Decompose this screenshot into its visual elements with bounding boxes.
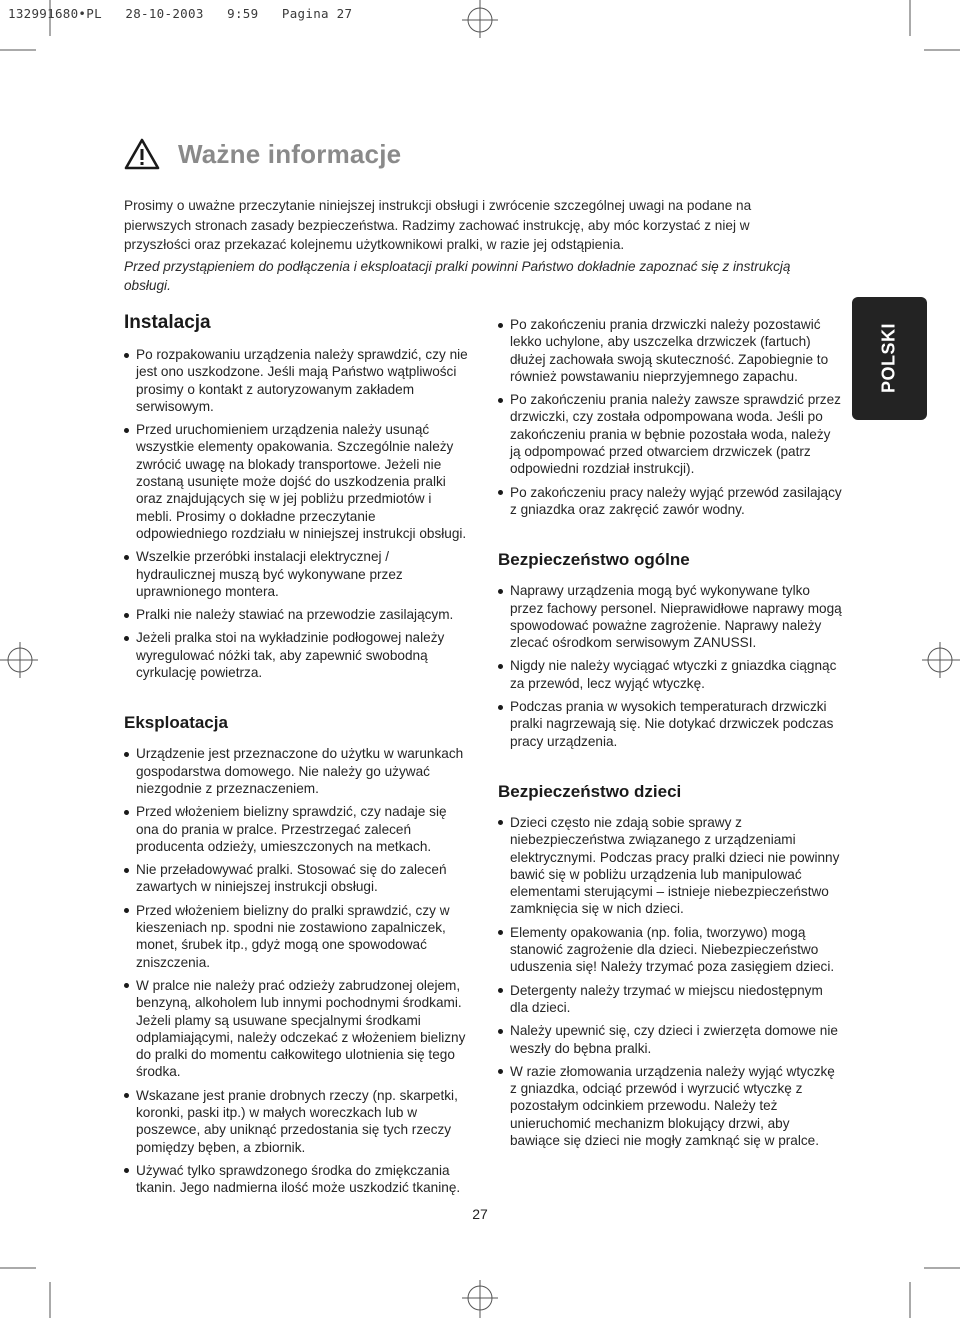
list-item: Po zakończeniu prania należy zawsze sprawdzić przez drzwiczki, czy została odpompowana woda. Jeśli po zakończeniu prania w bębnie pozostała woda, należy ją odpompować przed otwarciem drzwiczek (patrz odpowiedni rozdział instrukcji).	[498, 391, 842, 477]
section-heading-bezpieczenstwo-dzieci: Bezpieczeństwo dzieci	[498, 781, 682, 801]
title-row	[124, 134, 401, 174]
list-item: Przed włożeniem bielizny sprawdzić, czy nadaje się ona do prania w pralce. Przestrzegać zaleceń producenta odzieży, umieszczonych na metkach.	[124, 803, 468, 855]
list-item: Nie przeładowywać pralki. Stosować się do zaleceń zawartych w niniejszej instrukcji obsługi.	[124, 861, 468, 896]
right-column	[498, 316, 842, 1155]
intro-text	[124, 196, 814, 296]
list-item: Elementy opakowania (np. folia, tworzywo) mogą stanowić zagrożenie dla dzieci. Niebezpieczeństwo uduszenia się! Należy trzymać poza zasięgiem dzieci.	[498, 924, 842, 976]
list-item: Należy upewnić się, czy dzieci i zwierzęta domowe nie weszły do bębna pralki.	[498, 1022, 842, 1057]
section-heading-bezpieczenstwo-ogolne: Bezpieczeństwo ogólne	[498, 550, 690, 570]
eksploatacja-list	[124, 745, 468, 1196]
list-item: Pralki nie należy stawiać na przewodzie zasilającym.	[124, 606, 468, 623]
list-item: Po zakończeniu pracy należy wyjąć przewód zasilający z gniazdka oraz zakręcić zawór wodny.	[498, 484, 842, 519]
list-item: Po rozpakowaniu urządzenia należy sprawdzić, czy nie jest ono uszkodzone. Jeśli mają Państwo wątpliwości prosimy o kontakt z autoryzowanym zakładem serwisowym.	[124, 346, 468, 415]
intro-paragraph: Prosimy o uważne przeczytanie niniejszej instrukcji obsługi i zwrócenie szczególnej uwagi na podane na pierwszych stronach zasady bezpieczeństwa. Radzimy zachować instrukcję, aby móc korzystać z niej w przyszłości oraz przekazać kolejnemu użytkownikowi pralki, w razie jej odstąpienia.	[124, 198, 752, 253]
page-title: Ważne informacje	[178, 138, 402, 169]
list-item: Naprawy urządzenia mogą być wykonywane tylko przez fachowy personel. Nieprawidłowe naprawy mogą spowodować poważne zagrożenie. Naprawy należy zlecać ośrodkom serwisowym ZANUSSI.	[498, 582, 842, 651]
print-slug: 132991680•PL 28-10-2003 9:59 Pagina 27	[8, 6, 353, 21]
list-item: Używać tylko sprawdzonego środka do zmiękczania tkanin. Jego nadmierna ilość może uszkodzić tkaninę.	[124, 1162, 468, 1197]
left-column	[124, 312, 468, 1202]
list-item: Jeżeli pralka stoi na wykładzinie podłogowej należy wyregulować nóżki tak, aby zapewnić swobodną cyrkulację powietrza.	[124, 629, 468, 681]
list-item: Wskazane jest pranie drobnych rzeczy (np. skarpetki, koronki, paski itp.) w małych woreczkach lub w poszewce, aby uniknąć przedostania się tych rzeczy pomiędzy bęben, a zbiornik.	[124, 1087, 468, 1156]
page-number: 27	[472, 1206, 488, 1222]
list-item: Podczas prania w wysokich temperaturach drzwiczki pralki nagrzewają się. Nie dotykać drzwiczek podczas pracy urządzenia.	[498, 698, 842, 750]
list-item: Przed uruchomieniem urządzenia należy usunąć wszystkie elementy opakowania. Szczególnie należy zwrócić uwagę na blokady transportowe. Jeżeli nie zostaną usunięte może dojść do uszkodzenia pralki oraz znajdujących się w jej pobliżu przedmiotów i mebli. Prosimy o dokładne przeczytanie odpowiedniego rozdziału w niniejszej instrukcji obsługi.	[124, 421, 468, 542]
instalacja-list	[124, 346, 468, 681]
language-tab-label: POLSKI	[878, 322, 899, 394]
section-heading-eksploatacja: Eksploatacja	[124, 713, 228, 733]
warning-icon	[124, 138, 160, 170]
list-item: Detergenty należy trzymać w miejscu niedostępnym dla dzieci.	[498, 982, 842, 1017]
list-item: Przed włożeniem bielizny do pralki sprawdzić, czy w kieszeniach np. spodni nie zostawiono zapalniczek, monet, śrubek itp., gdyż mogą one spowodować zniszczenia.	[124, 902, 468, 971]
list-item: Po zakończeniu prania drzwiczki należy pozostawić lekko uchylone, aby uszczelka drzwiczek (fartuch) dłużej zachowała swoją skuteczność. Zapobiegnie to również powstawaniu nieprzyjemnego zapachu.	[498, 316, 842, 385]
intro-italic-note: Przed przystąpieniem do podłączenia i eksploatacji pralki powinni Państwo dokładnie zapoznać się z instrukcją obsługi.	[124, 258, 791, 294]
eksploatacja-continued-list	[498, 316, 842, 518]
list-item: Urządzenie jest przeznaczone do użytku w warunkach gospodarstwa domowego. Nie należy go używać niezgodnie z przeznaczeniem.	[124, 745, 468, 797]
list-item: W pralce nie należy prać odzieży zabrudzonej olejem, benzyną, alkoholem lub innymi pochodnymi środkami. Jeżeli plamy są usuwane specjalnymi środkami odplamiającymi, należy odczekać z włożeniem bielizny do pralki do momentu całkowitego ulotnienia się tego środka.	[124, 977, 468, 1081]
bezpieczenstwo-ogolne-list	[498, 582, 842, 750]
section-heading-instalacja: Instalacja	[124, 312, 211, 333]
list-item: Nigdy nie należy wyciągać wtyczki z gniazdka ciągnąc za przewód, lecz wyjąć wtyczkę.	[498, 657, 842, 692]
list-item: Wszelkie przeróbki instalacji elektrycznej / hydraulicznej muszą być wykonywane przez uprawnionego montera.	[124, 548, 468, 600]
list-item: Dzieci często nie zdają sobie sprawy z niebezpieczeństwa związanego z urządzeniami elektrycznymi. Podczas pracy pralki dzieci nie powinny bawić się w pobliżu urządzenia lub manipulować elementami sterującymi – istnieje niebezpieczeństwo zamknięcia się w nich dzieci.	[498, 814, 842, 918]
language-tab	[852, 297, 927, 420]
list-item: W razie złomowania urządzenia należy wyjąć wtyczkę z gniazdka, odciąć przewód i wyrzucić wtyczkę z pozostałym odcinkiem przewodu. Należy też unieruchomić mechanizm blokujący drzwi, aby bawiące się dzieci nie mogły zamknąć się w pralce.	[498, 1063, 842, 1149]
bezpieczenstwo-dzieci-list	[498, 814, 842, 1149]
